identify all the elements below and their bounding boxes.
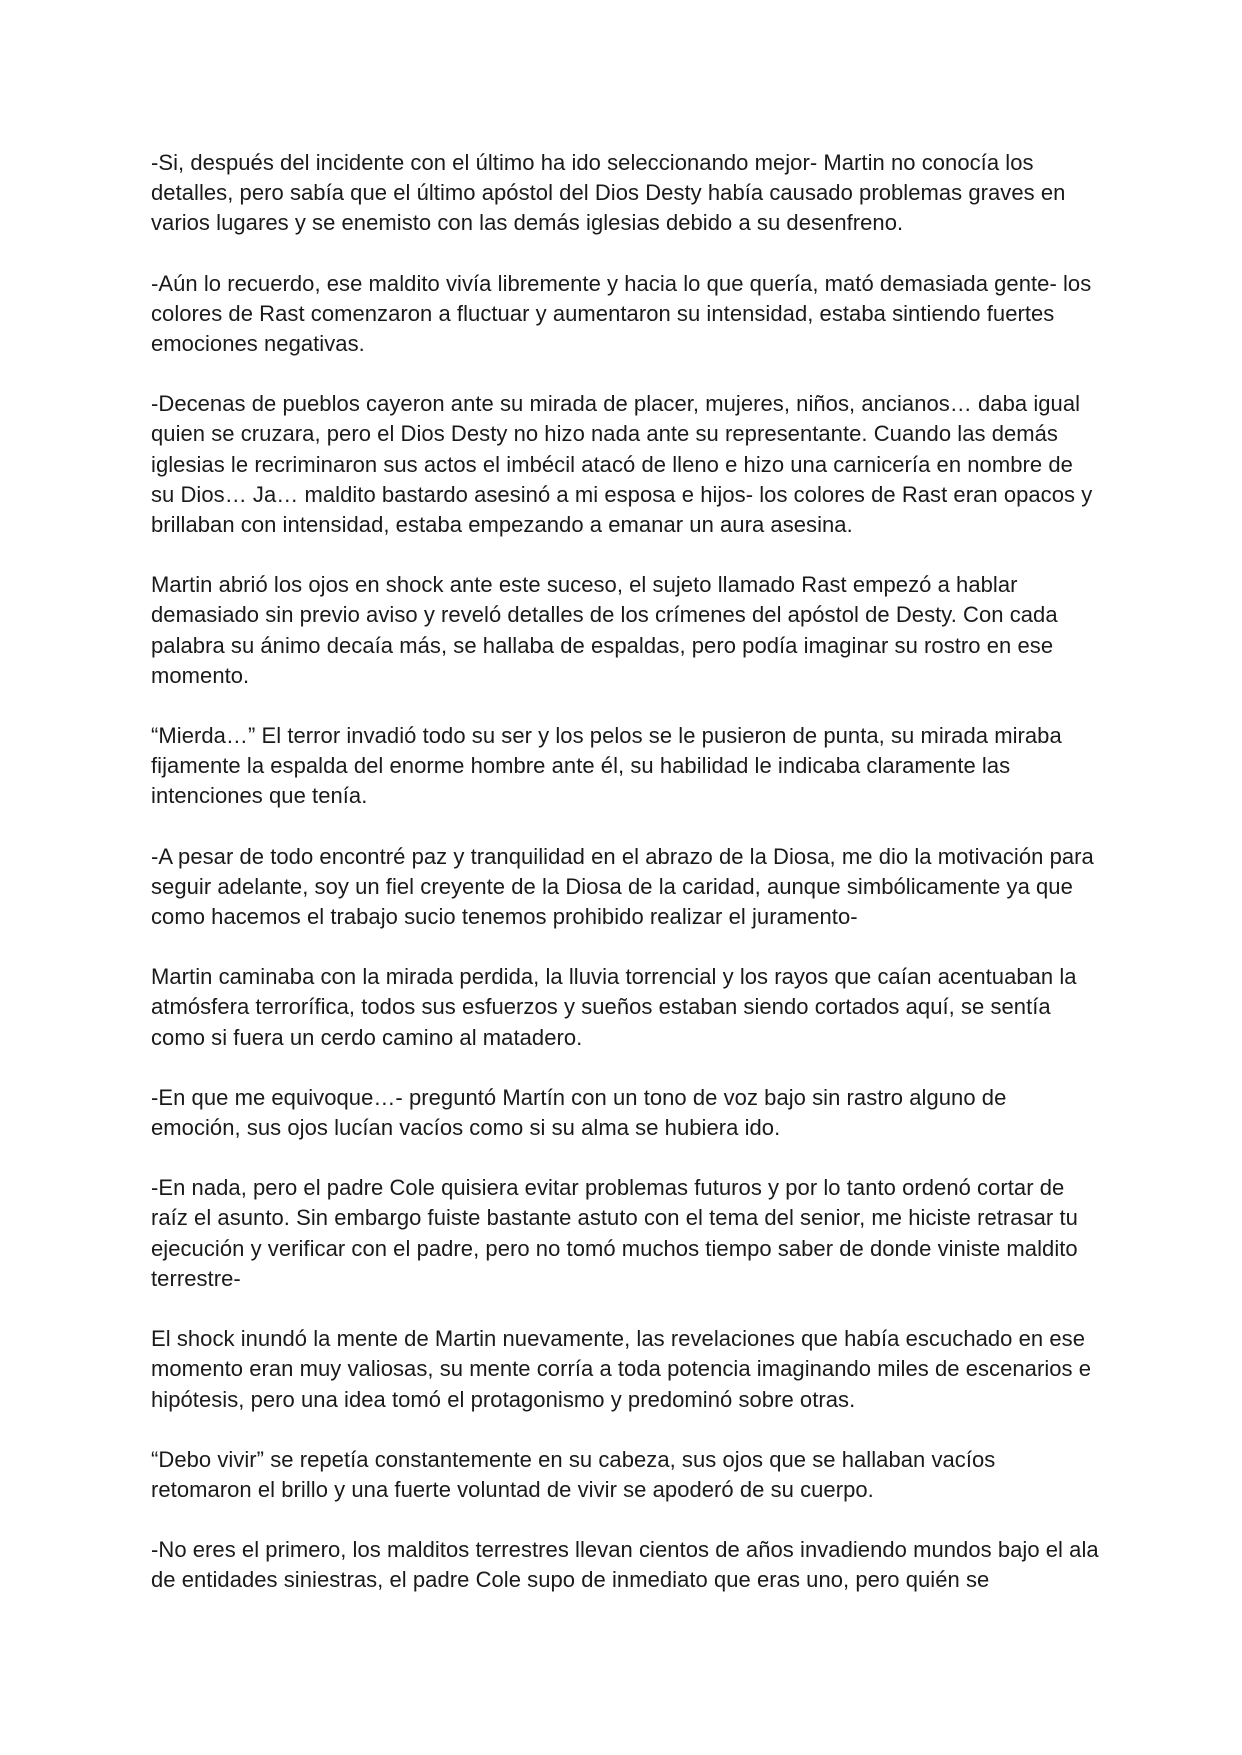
paragraph: -No eres el primero, los malditos terrestres llevan cientos de años invadiendo mundos bajo el ala de entidades siniestras, el padre Cole supo de inmediato que eras uno, pero quién se — [151, 1537, 1099, 1593]
paragraph: -En que me equivoque…- preguntó Martín con un tono de voz bajo sin rastro alguno de emoción, sus ojos lucían vacíos como si su alma se hubiera ido. — [151, 1084, 1007, 1141]
paragraph: “Mierda…” El terror invadió todo su ser y los pelos se le pusieron de punta, su mirada miraba fijamente la espalda del enorme hombre ante él, su habilidad le indicaba claramente las intenciones que tenía. — [151, 723, 1062, 809]
paragraph: -Si, después del incidente con el último ha ido seleccionando mejor- Martin no conocía los detalles, pero sabía que el último apóstol del Dios Desty había causado problemas graves en varios lugares y se enemisto con las demás iglesias debido a su desenfreno. — [151, 150, 1066, 236]
paragraph: -Decenas de pueblos cayeron ante su mirada de placer, mujeres, niños, ancianos… daba igual quien se cruzara, pero el Dios Desty no hizo nada ante su representante. Cuando las demás iglesias le recriminaron sus actos el imbécil atacó de lleno e hizo una carnicería en nombre de su Dios… Ja… maldito bastardo asesinó a mi esposa e hijos- los colores de Rast eran opacos y brillaban con intensidad, estaba empezando a emanar un aura asesina. — [151, 391, 1093, 538]
paragraph: Martin caminaba con la mirada perdida, la lluvia torrencial y los rayos que caían acentuaban la atmósfera terrorífica, todos sus esfuerzos y sueños estaban siendo cortados aquí, se sentía como si fuera un cerdo camino al matadero. — [151, 964, 1077, 1050]
paragraph: -A pesar de todo encontré paz y tranquilidad en el abrazo de la Diosa, me dio la motivación para seguir adelante, soy un fiel creyente de la Diosa de la caridad, aunque simbólicamente ya que como hacemos el trabajo sucio tenemos prohibido realizar el juramento- — [151, 843, 1094, 930]
document-body — [151, 148, 1101, 1626]
paragraph: -En nada, pero el padre Cole quisiera evitar problemas futuros y por lo tanto ordenó cortar de raíz el asunto. Sin embargo fuiste bastante astuto con el tema del senior, me hiciste retrasar tu ejecución y verificar con el padre, pero no tomó muchos tiempo saber de donde viniste maldito terrestre- — [151, 1175, 1078, 1291]
paragraph: Martin abrió los ojos en shock ante este suceso, el sujeto llamado Rast empezó a hablar demasiado sin previo aviso y reveló detalles de los crímenes del apóstol de Desty. Con cada palabra su ánimo decaía más, se hallaba de espaldas, pero podía imaginar su rostro en ese momento. — [151, 572, 1058, 688]
paragraph: El shock inundó la mente de Martin nuevamente, las revelaciones que había escuchado en ese momento eran muy valiosas, su mente corría a toda potencia imaginando miles de escenarios e hipótesis, pero una idea tomó el protagonismo y predominó sobre otras. — [151, 1326, 1092, 1412]
paragraph: “Debo vivir” se repetía constantemente en su cabeza, sus ojos que se hallaban vacíos retomaron el brillo y una fuerte voluntad de vivir se apoderó de su cuerpo. — [151, 1446, 996, 1502]
paragraph: -Aún lo recuerdo, ese maldito vivía libremente y hacia lo que quería, mató demasiada gente- los colores de Rast comenzaron a fluctuar y aumentaron su intensidad, estaba sintiendo fuertes emociones negativas. — [151, 270, 1092, 357]
